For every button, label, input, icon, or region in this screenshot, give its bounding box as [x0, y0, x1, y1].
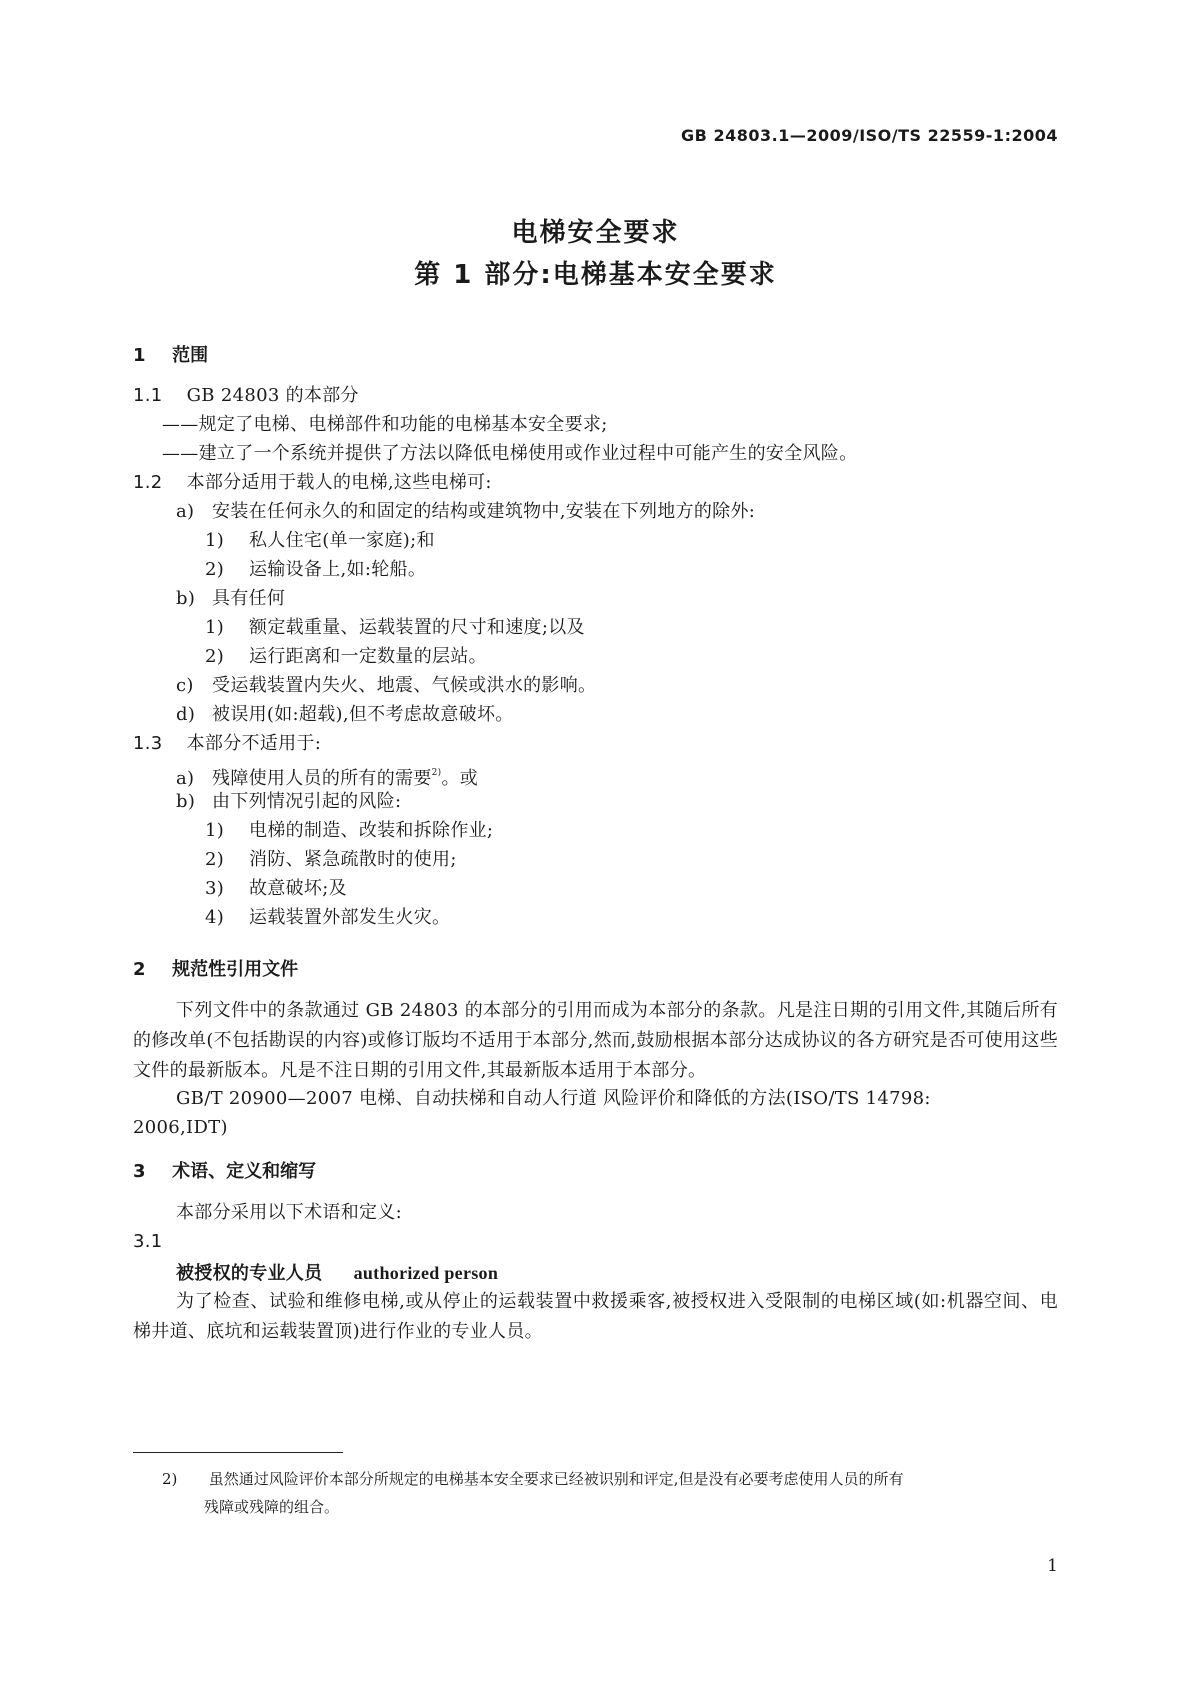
normative-references-paragraph: 下列文件中的条款通过 GB 24803 的本部分的引用而成为本部分的条款。凡是注日期的引用文件,其随后所有的修改单(不包括勘误的内容)或修订版均不适用于本部分,然而,鼓励根据本部分达成协议的各方研究是否可使用这些文件的最新版本。凡是不注日期的引用文件,其最新版本适用于本部分。: [133, 1000, 1058, 1081]
list-text: 安装在任何永久的和固定的结构或建筑物中,安装在下列地方的除外:: [212, 501, 756, 522]
clause-text: GB 24803 的本部分: [186, 385, 359, 406]
list-marker: 3): [205, 878, 225, 899]
list-subitem-1: [205, 613, 585, 643]
list-marker: a): [176, 501, 195, 522]
list-text: 残障使用人员的所有的需要: [212, 768, 432, 789]
list-text: 私人住宅(单一家庭);和: [249, 530, 435, 551]
list-marker: 1): [205, 530, 225, 551]
list-marker: 2): [205, 559, 225, 580]
footnote-continued: 残障或残障的组合。: [204, 1498, 340, 1516]
list-marker: 4): [205, 907, 225, 928]
list-text: 运载装置外部发生火灾。: [249, 907, 451, 928]
list-text: 由下列情况引起的风险:: [212, 791, 402, 812]
section-1-heading: [133, 341, 208, 367]
list-text: 被误用(如:超载),但不考虑故意破坏。: [212, 704, 514, 725]
section-title: 规范性引用文件: [172, 959, 299, 980]
reference-entry: GB/T 20900—2007 电梯、自动扶梯和自动人行道 风险评价和降低的方法(ISO/TS 14798:: [176, 1088, 931, 1109]
clause-1-3: [133, 729, 321, 759]
list-item-c: [176, 671, 596, 701]
list-marker: a): [176, 768, 195, 789]
clause-number: 1.3: [133, 733, 163, 754]
footnote-mark: 2): [162, 1470, 178, 1488]
section-title: 术语、定义和缩写: [172, 1161, 317, 1182]
section-3-heading: [133, 1157, 316, 1183]
list-subitem-1: [205, 526, 435, 556]
list-marker: c): [176, 675, 194, 696]
list-marker: 1): [205, 820, 225, 841]
list-text-tail: 。或: [441, 768, 479, 789]
section-number: 2: [133, 959, 146, 980]
list-marker: 1): [205, 617, 225, 638]
clause-text: 本部分适用于载人的电梯,这些电梯可:: [186, 472, 492, 493]
reference-entry-continued: 2006,IDT): [133, 1117, 228, 1138]
list-item-d: [176, 700, 514, 730]
list-text: 运输设备上,如:轮船。: [249, 559, 427, 580]
list-marker: 2): [205, 646, 225, 667]
list-subitem-3: [205, 874, 347, 904]
term-english: authorized person: [353, 1263, 499, 1283]
footnote: [162, 1465, 904, 1493]
page-title: 电梯安全要求: [511, 218, 680, 248]
list-marker: 2): [205, 849, 225, 870]
clause-number: 1.2: [133, 472, 163, 493]
footnote-reference[interactable]: 2): [431, 768, 442, 778]
terms-intro: 本部分采用以下术语和定义:: [176, 1202, 402, 1223]
list-text: 消防、紧急疏散时的使用;: [249, 849, 457, 870]
clause-1-1: [133, 381, 359, 411]
clause-1-2: [133, 468, 492, 498]
list-marker: b): [176, 588, 196, 609]
clause-text: 本部分不适用于:: [186, 733, 322, 754]
list-text: 具有任何: [212, 588, 286, 609]
list-subitem-2: [205, 642, 487, 672]
section-number: 3: [133, 1161, 146, 1182]
term-definition: 为了检查、试验和维修电梯,或从停止的运载装置中救援乘客,被授权进入受限制的电梯区域(如:机器空间、电梯井道、底坑和运载装置顶)进行作业的专业人员。: [133, 1291, 1058, 1342]
list-subitem-4: [205, 903, 450, 933]
list-text: 电梯的制造、改装和拆除作业;: [249, 820, 494, 841]
clause-1-1-item-1: ——规定了电梯、电梯部件和功能的电梯基本安全要求;: [162, 414, 608, 435]
clause-number: 1.1: [133, 385, 163, 406]
footnote-separator: [133, 1452, 343, 1453]
list-subitem-2: [205, 845, 457, 875]
page-number: 1: [1047, 1556, 1058, 1576]
list-marker: d): [176, 704, 196, 725]
list-text: 额定载重量、运载装置的尺寸和速度;以及: [249, 617, 585, 638]
list-text: 受运载装置内失火、地震、气候或洪水的影响。: [212, 675, 597, 696]
list-subitem-2: [205, 555, 426, 585]
standard-number: GB 24803.1—2009/ISO/TS 22559-1:2004: [681, 126, 1058, 145]
term-chinese: 被授权的专业人员: [176, 1263, 323, 1284]
list-marker: b): [176, 791, 196, 812]
list-item-a: [176, 497, 755, 527]
list-item-b: [176, 787, 401, 817]
list-text: 故意破坏;及: [249, 878, 347, 899]
section-2-heading: [133, 955, 298, 981]
clause-1-1-item-2: ——建立了一个系统并提供了方法以降低电梯使用或作业过程中可能产生的安全风险。: [162, 443, 858, 464]
clause-3-1-number: 3.1: [133, 1231, 163, 1252]
section-title: 范围: [172, 345, 209, 366]
term-entry: [176, 1258, 498, 1289]
list-text: 运行距离和一定数量的层站。: [249, 646, 487, 667]
list-item-b: [176, 584, 285, 614]
section-number: 1: [133, 345, 146, 366]
list-subitem-1: [205, 816, 493, 846]
page-subtitle: 第 1 部分:电梯基本安全要求: [414, 260, 777, 290]
footnote-text: 虽然通过风险评价本部分所规定的电梯基本安全要求已经被识别和评定,但是没有必要考虑使用人员的所有: [208, 1470, 904, 1488]
